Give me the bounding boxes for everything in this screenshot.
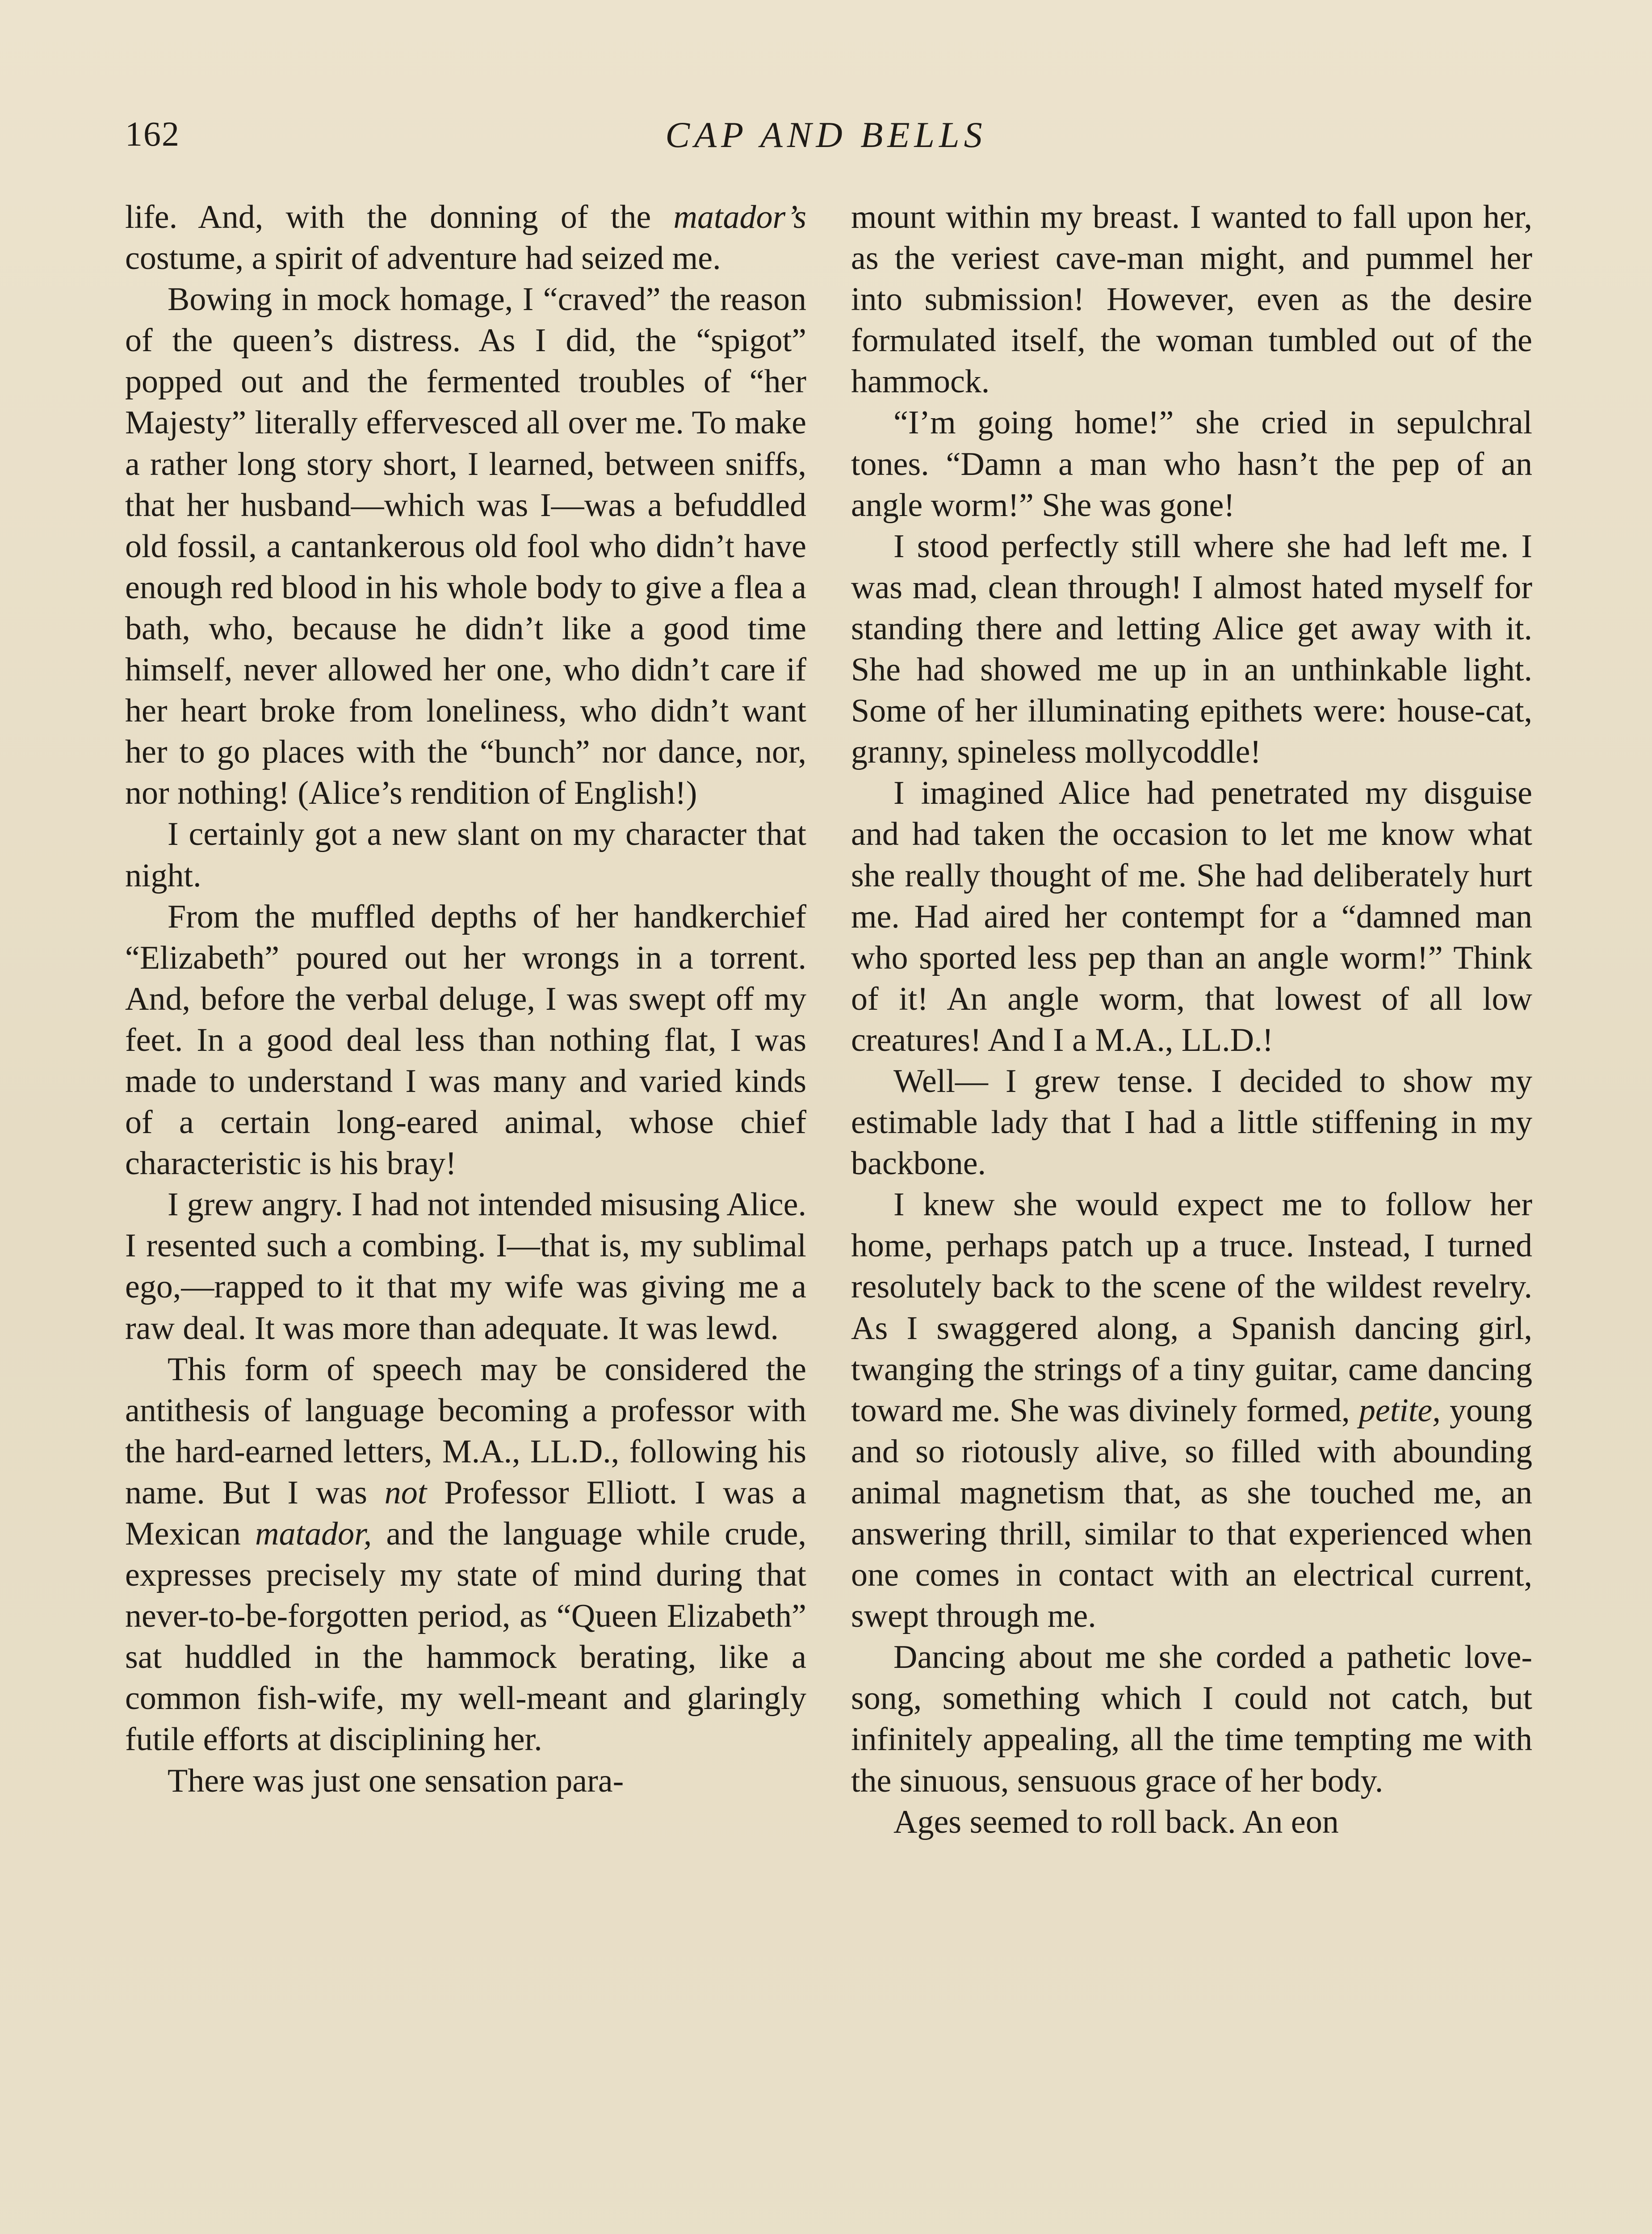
text-run: I certainly got a new slant on my character that night. <box>125 816 806 894</box>
text-run: I knew she would expect me to follow her home, perhaps patch up a truce. Instead, I turned resolutely back to the scene of the wildest revelry. As I swaggered along, a Spanish dancing girl, twanging the strings of a tiny guitar, came dancing toward me. She was divinely formed, <box>851 1186 1532 1429</box>
paragraph <box>851 197 1532 402</box>
text-run: life. And, with the donning of the <box>125 199 674 235</box>
paragraph <box>125 197 806 279</box>
text-run: “I’m going home!” she cried in sepulchral tones. “Damn a man who hasn’t the pep of an angle worm!” She was gone! <box>851 404 1532 524</box>
paragraph <box>125 279 806 814</box>
text-run: and the language while crude, expresses precisely my state of mind during that never-to-be-forgotten period, as “Queen Elizabeth” sat huddled in the hammock berating, like a common fish-wife, my well-meant and glaringly futile efforts at disciplining her. <box>125 1516 806 1758</box>
text-run: Bowing in mock homage, I “craved” the reason of the queen’s distress. As I did, the “spigot” popped out and the fermented troubles of “her Majesty” literally effervesced all over me. To make a rather long story short, I learned, between sniffs, that her husband—which was I—was a befuddled old fossil, a cantankerous old fool who didn’t have enough red blood in his whole body to give a flea a bath, who, because he didn’t like a good time himself, never allowed her one, who didn’t care if her heart broke from loneliness, who didn’t want her to go places with the “bunch” nor dance, nor, nor nothing! (Alice’s rendition of English!) <box>125 281 806 812</box>
page-header <box>125 114 1527 168</box>
text-run: Professor Elliott. I was a Mexican <box>125 1474 806 1552</box>
page-number: 162 <box>125 114 180 153</box>
text-run: I grew angry. I had not intended misusing Alice. I resented such a combing. I—that is, my sublimal ego,—rapped to it that my wife was giving me a raw deal. It was more than adequate. It was lewd. <box>125 1186 806 1347</box>
italic-text: matador, <box>255 1516 372 1552</box>
paragraph <box>851 402 1532 525</box>
italic-text: petite, <box>1358 1392 1441 1429</box>
paragraph <box>851 773 1532 1061</box>
text-run: costume, a spirit of adventure had seized me. <box>125 240 721 277</box>
paragraph <box>125 1184 806 1348</box>
text-run: Ages seemed to roll back. An eon <box>893 1803 1339 1840</box>
italic-text: matador’s <box>673 199 806 235</box>
left-column <box>125 197 806 1801</box>
running-title: CAP AND BELLS <box>665 114 987 155</box>
italic-text: not <box>384 1474 427 1511</box>
text-run: This form of speech may be considered the antithesis of language becoming a professor with the hard-earned letters, M.A., LL.D., following his name. But I was <box>125 1351 806 1511</box>
text-run: young and so riotously alive, so filled with abounding animal magnetism that, as she touched me, an answering thrill, similar to that experienced when one comes in contact with an electrical current, swept through me. <box>851 1392 1533 1635</box>
paragraph <box>851 1061 1532 1184</box>
paragraph <box>851 1637 1532 1801</box>
text-run: There was just one sensation para- <box>168 1762 624 1799</box>
paragraph <box>125 896 806 1184</box>
text-run: mount within my breast. I wanted to fall upon her, as the veriest cave-man might, and pummel her into submission! However, even as the desire formulated itself, the woman tumbled out of the hammock. <box>851 199 1532 400</box>
paragraph <box>125 814 806 896</box>
paragraph <box>125 1349 806 1760</box>
paragraph <box>851 526 1532 773</box>
text-run: Dancing about me she corded a pathetic love-song, something which I could not catch, but infinitely appealing, all the time tempting me with the sinuous, sensuous grace of her body. <box>851 1639 1532 1799</box>
right-column <box>851 197 1532 1843</box>
text-run: Well— I grew tense. I decided to show my estimable lady that I had a little stiffening in my backbone. <box>851 1062 1532 1182</box>
paragraph <box>851 1184 1532 1637</box>
text-run: I imagined Alice had penetrated my disguise and had taken the occasion to let me know what she really thought of me. She had deliberately hurt me. Had aired her contempt for a “damned man who sported less pep than an angle worm!” Think of it! An angle worm, that lowest of all low creatures! And I a M.A., LL.D.! <box>851 775 1532 1058</box>
paragraph <box>125 1760 806 1801</box>
paragraph <box>851 1801 1532 1843</box>
text-run: I stood perfectly still where she had left me. I was mad, clean through! I almost hated myself for standing there and letting Alice get away with it. She had showed me up in an unthinkable light. Some of her illuminating epithets were: house-cat, granny, spineless mollycoddle! <box>851 528 1532 771</box>
text-run: From the muffled depths of her handkerchief “Elizabeth” poured out her wrongs in a torrent. And, before the verbal deluge, I was swept off my feet. In a good deal less than nothing flat, I was made to understand I was many and varied kinds of a certain long-eared animal, whose chief characteristic is his bray! <box>125 898 806 1182</box>
